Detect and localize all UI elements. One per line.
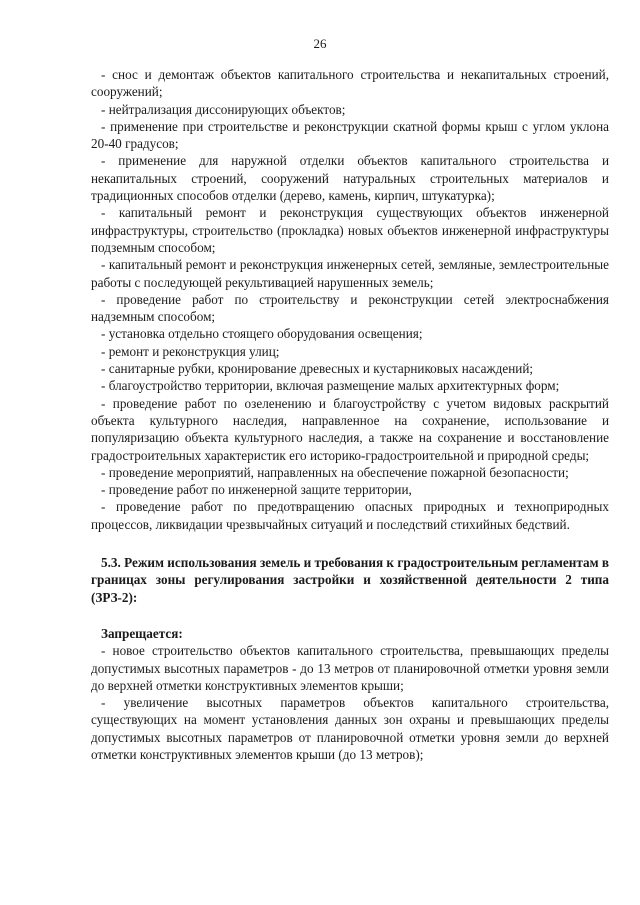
page-number: 26 bbox=[313, 36, 327, 51]
list-item: - капитальный ремонт и реконструкция инженерных сетей, земляные, землестроительные работы с последующей рекультивацией нарушенных земель; bbox=[91, 257, 609, 290]
list-item: - установка отдельно стоящего оборудования освещения; bbox=[101, 326, 423, 342]
list-item: - санитарные рубки, кронирование древесных и кустарниковых насаждений; bbox=[101, 361, 534, 377]
list-item: - применение при строительстве и реконструкции скатной формы крыш с углом уклона 20-40 градусов; bbox=[91, 118, 609, 152]
list-item: - капитальный ремонт и реконструкция существующих объектов инженерной инфраструктуры, строительство (прокладка) новых объектов инженерной инфраструктуры подземным способом; bbox=[91, 205, 609, 255]
list-item: - снос и демонтаж объектов капитального строительства и некапитальных строений, сооружений; bbox=[91, 67, 609, 100]
section-heading: 5.3. Режим использования земель и требования к градостроительным регламентам в границах зоны регулирования застройки и хозяйственной деятельности 2 типа (ЗРЗ-2): bbox=[91, 555, 609, 605]
document-body bbox=[91, 66, 609, 763]
prohibited-item: - увеличение высотных параметров объектов капитального строительства, существующих на момент установления данных зон охраны и превышающих пределы допустимых высотных параметров от планировочной отметки уровня земли до верхней отметки конструктивных элементов крыши (до 13 метров); bbox=[91, 695, 609, 762]
list-item: - проведение работ по предотвращению опасных природных и техноприродных процессов, ликвидации чрезвычайных ситуаций и последствий стихийных бедствий. bbox=[91, 499, 609, 532]
list-item: - применение для наружной отделки объектов капитального строительства и некапитальных строений, сооружений натуральных строительных материалов и традиционных способов отделки (дерево, камень, кирпич, штукатурка); bbox=[91, 153, 609, 204]
list-item: - проведение работ по инженерной защите территории, bbox=[101, 482, 412, 498]
list-item: - благоустройство территории, включая размещение малых архитектурных форм; bbox=[101, 378, 560, 394]
list-item: - ремонт и реконструкция улиц; bbox=[101, 343, 280, 359]
prohibited-item: - новое строительство объектов капитального строительства, превышающих пределы допустимых высотных параметров - до 13 метров от планировочной отметки уровня земли до верхней отметки конструктивных элементов крыши; bbox=[91, 643, 609, 693]
list-item: - проведение мероприятий, направленных на обеспечение пожарной безопасности; bbox=[101, 464, 569, 480]
list-item: - нейтрализация диссонирующих объектов; bbox=[101, 101, 346, 117]
prohibited-label: Запрещается: bbox=[101, 625, 183, 641]
list-item: - проведение работ по строительству и реконструкции сетей электроснабжения надземным способом; bbox=[91, 291, 609, 325]
list-item: - проведение работ по озеленению и благоустройству с учетом видовых раскрытий объекта культурного наследия, направленное на сохранение, использование и популяризацию объекта культурного наследия, а также на сохранение и восстановление градостроительных характеристик его историко-градостроительной и природной среды; bbox=[91, 395, 609, 463]
